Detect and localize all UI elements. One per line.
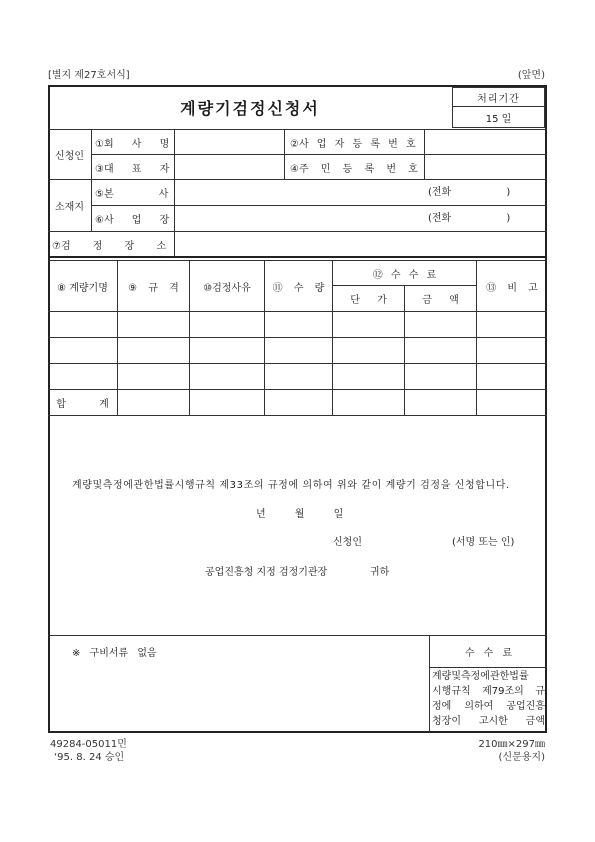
col-unit-price: 단 가 [333,286,405,312]
form-number: [별지 제27호서식] [48,70,130,81]
resident-reg-number-label: ④주 민 등 록 번 호 [285,155,425,180]
attachments-box [48,636,430,733]
table-cell [405,364,477,390]
workplace-label: ⑥사 업 장 [92,206,175,232]
head-office-phone: (전화 ) [428,187,511,198]
recipient: 공업진흥청 지정 검정기관장 [205,567,328,578]
declaration-area [48,416,547,636]
table-cell [48,338,118,364]
table-cell [477,312,547,338]
paper-type: (신문용지) [498,752,545,763]
fee-box [430,636,547,731]
col-inspection-reason: ⑩검정사유 [190,260,265,312]
table-cell [118,364,190,390]
col-quantity: ⑪ 수 량 [265,260,333,312]
table-cell [405,390,477,416]
attachments-note: ※ 구비서류 없음 [72,648,157,659]
col-fee: ⑫ 수 수 료 [333,260,477,286]
inspection-place-label: ⑦검 정 장 소 [48,232,175,258]
col-meter-name: ⑧ 계량기명 [48,260,118,312]
table-cell [265,312,333,338]
table-cell [477,338,547,364]
table-cell [333,312,405,338]
table-cell [265,338,333,364]
table-cell [118,312,190,338]
business-reg-number-label: ②사 업 자 등 록 번 호 [285,130,425,155]
fee-box-line: 시행규칙 제79조의 규 [432,686,545,697]
table-cell [48,364,118,390]
table-cell [48,312,118,338]
representative-label: ③대 표 자 [92,155,175,180]
inspection-place-field [175,232,547,258]
table-cell [333,338,405,364]
form-code: 49284-05011민 [50,739,127,750]
signature-note: (서명 또는 인) [452,537,515,548]
fee-box-line: 계량및측정에관한법률 [432,671,529,682]
col-spec: ⑨ 규 격 [118,260,190,312]
processing-period-box [452,87,545,128]
processing-period-label: 처리기간 [453,88,544,107]
workplace-field [175,206,547,232]
representative-field [175,155,285,180]
processing-period-value: 15 일 [485,113,512,125]
paper-size: 210㎜×297㎜ [478,739,545,750]
table-cell [333,390,405,416]
fee-box-line: 정에 의하여 공업진흥 [432,701,545,712]
table-cell [190,390,265,416]
total-label: 합 계 [48,390,118,416]
table-cell [333,364,405,390]
table-cell [265,390,333,416]
table-cell [477,390,547,416]
table-cell [190,338,265,364]
col-amount: 금 액 [405,286,477,312]
applicant-group-label: 신청인 [48,130,92,180]
recipient-honorific: 귀하 [370,567,390,578]
applicant-signature-label: 신청인 [333,537,362,548]
col-remarks: ⑬ 비 고 [477,260,547,312]
table-cell [118,338,190,364]
form-title: 계량기검정신청서 [180,99,320,118]
approval-date: ‘95. 8. 24 승인 [54,752,125,763]
workplace-phone: (전화 ) [428,213,511,224]
page-side: (앞면) [517,70,545,81]
company-name-field [175,130,285,155]
head-office-label: ⑤본 사 [92,180,175,206]
head-office-field [175,180,547,206]
fee-box-label: 수 수 료 [430,636,547,668]
table-cell [118,390,190,416]
company-name-label: ①회 사 명 [92,130,175,155]
table-cell [405,338,477,364]
declaration-statement: 계량및측정에관한법률시행규칙 제33조의 규정에 의하여 위와 같이 계량기 검정을 신청합니다. [72,480,510,491]
location-group-label: 소재지 [48,180,92,232]
fee-box-line: 청장이 고시한 금액 [432,716,545,727]
table-cell [190,364,265,390]
table-cell [405,312,477,338]
table-cell [190,312,265,338]
table-cell [265,364,333,390]
business-reg-number-field [425,130,547,155]
table-cell [477,364,547,390]
date-line: 년 월 일 [256,509,344,520]
resident-reg-number-field [425,155,547,180]
